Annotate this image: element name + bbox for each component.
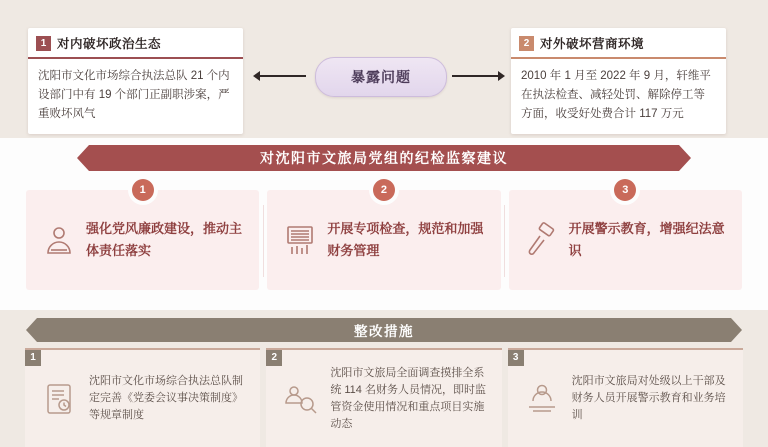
problem-card-internal-header xyxy=(28,28,243,59)
problem-card-internal-title: 对内破坏政治生态 xyxy=(57,37,162,51)
recommendation-number-3: 3 xyxy=(614,179,636,201)
center-bubble-exposed-problems xyxy=(315,57,447,97)
measure-item-text: 沈阳市文旅局全面调查摸排全系统 114 名财务人员情况，即时监管资金使用情况和重点项目实施动态 xyxy=(330,366,486,430)
recommendation-list xyxy=(22,184,746,290)
arrow-center-to-right xyxy=(452,71,508,81)
recommendation-banner xyxy=(89,145,679,171)
exposed-problems-section xyxy=(0,0,768,150)
problem-card-internal-body: 沈阳市文化市场综合执法总队 21 个内设部门中有 19 个部门正副职涉案，严重败坏风气 xyxy=(38,70,230,120)
measure-number-2: 2 xyxy=(266,350,282,366)
arrowhead-right-icon xyxy=(498,71,505,81)
arrow-line xyxy=(452,75,498,77)
recommendation-item-text: 强化党风廉政建设，推动主体责任落实 xyxy=(86,221,243,258)
badge-number-2: 2 xyxy=(519,36,534,51)
measure-number-3: 3 xyxy=(508,350,524,366)
problem-card-external-body: 2010 年 1 月至 2022 年 9 月，轩维平在执法检查、减轻处罚、解除停工等方面，收受好处费合计 117 万元 xyxy=(521,70,711,120)
measures-banner xyxy=(37,318,731,342)
arrow-left-to-center xyxy=(253,71,309,81)
gavel-icon xyxy=(519,217,565,263)
badge-number-1: 1 xyxy=(36,36,51,51)
problem-card-external-header xyxy=(511,28,726,59)
training-icon xyxy=(516,373,568,425)
arrow-line xyxy=(260,75,306,77)
recommendation-item-text: 开展专项检查，规范和加强财务管理 xyxy=(327,221,484,258)
measure-item xyxy=(25,348,260,447)
recommendation-item-text: 开展警示教育，增强纪法意识 xyxy=(568,221,725,258)
recommendation-number-1: 1 xyxy=(132,179,154,201)
measure-item xyxy=(508,348,743,447)
people-search-icon xyxy=(274,373,326,425)
recommendation-item xyxy=(267,184,500,290)
measures-banner-label: 整改措施 xyxy=(354,324,414,339)
document-check-icon xyxy=(33,373,85,425)
measures-list xyxy=(22,348,746,447)
problem-card-external-title: 对外破坏营商环境 xyxy=(540,37,645,51)
person-shield-icon xyxy=(36,217,82,263)
clipboard-chart-icon xyxy=(277,217,323,263)
recommendation-number-2: 2 xyxy=(373,179,395,201)
measure-item xyxy=(266,348,501,447)
measure-number-1: 1 xyxy=(25,350,41,366)
measure-item-text: 沈阳市文旅局对处级以上干部及财务人员开展警示教育和业务培训 xyxy=(571,375,726,421)
arrowhead-left-icon xyxy=(253,71,260,81)
recommendation-item xyxy=(26,184,259,290)
recommendation-item xyxy=(509,184,742,290)
measure-item-text: 沈阳市文化市场综合执法总队制定完善《党委会议事决策制度》等规章制度 xyxy=(89,375,243,421)
problem-card-internal xyxy=(28,28,243,134)
problem-card-external xyxy=(511,28,726,134)
recommendation-banner-label: 对沈阳市文旅局党组的纪检监察建议 xyxy=(260,150,508,166)
center-bubble-label: 暴露问题 xyxy=(351,69,411,85)
